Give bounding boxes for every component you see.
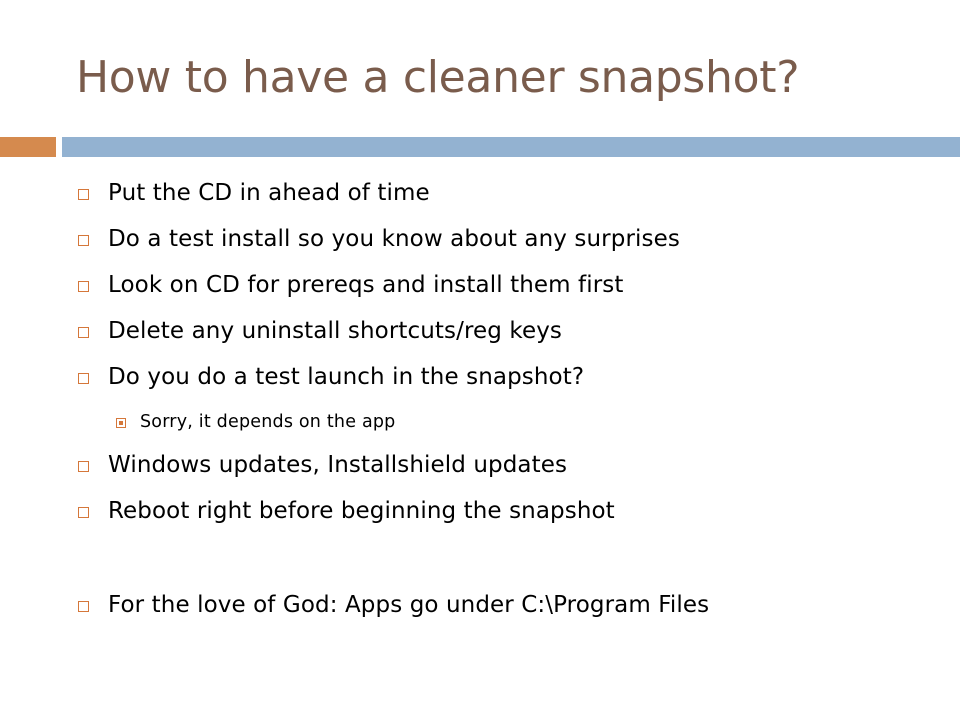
bullet-text: Do you do a test launch in the snapshot? <box>108 364 585 390</box>
square-bullet-icon <box>78 235 89 246</box>
square-bullet-icon <box>78 601 89 612</box>
bullet-text: Reboot right before beginning the snapshot <box>108 498 615 524</box>
accent-bar-left <box>0 137 56 157</box>
bullet-text: Delete any uninstall shortcuts/reg keys <box>108 318 563 344</box>
bullet-list <box>76 0 956 720</box>
bullet-text: Look on CD for prereqs and install them first <box>108 272 624 298</box>
bullet-text: Do a test install so you know about any surprises <box>108 226 680 252</box>
bullet-text: Windows updates, Installshield updates <box>108 452 568 478</box>
sub-bullet-icon <box>116 418 126 428</box>
bullet-text: For the love of God: Apps go under C:\Program Files <box>108 592 710 618</box>
slide-title: How to have a cleaner snapshot? <box>76 52 800 103</box>
sub-bullet-text: Sorry, it depends on the app <box>140 412 396 432</box>
square-bullet-icon <box>78 189 89 200</box>
square-bullet-icon <box>78 373 89 384</box>
square-bullet-icon <box>78 281 89 292</box>
square-bullet-icon <box>78 327 89 338</box>
bullet-text: Put the CD in ahead of time <box>108 180 430 206</box>
square-bullet-icon <box>78 461 89 472</box>
square-bullet-icon <box>78 507 89 518</box>
